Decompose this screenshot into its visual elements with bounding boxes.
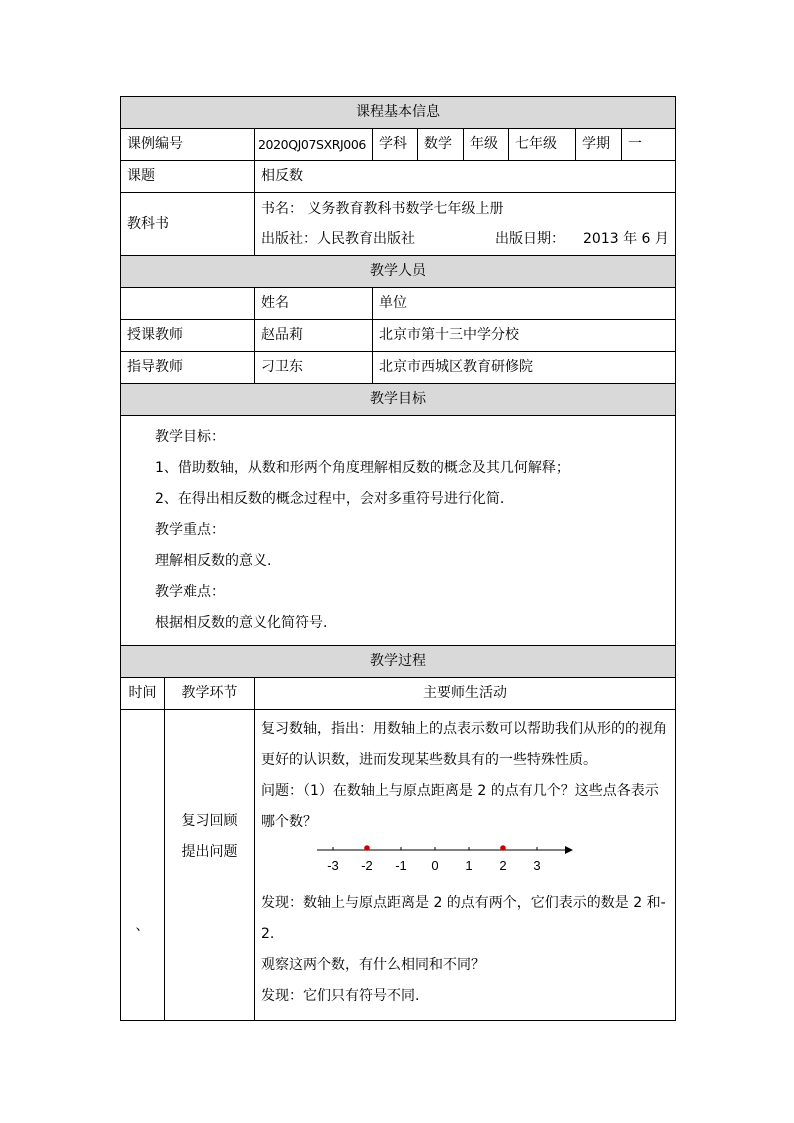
publisher: 出版社：人民教育出版社 <box>261 230 415 247</box>
activity-line: 发现：数轴上与原点距离是 2 的点有两个，它们表示的数是 2 和- <box>261 895 666 911</box>
goals-header: 教学目标 <box>121 384 676 416</box>
goals-line: 教学目标： <box>155 429 225 445</box>
number-line-tick-label: 1 <box>465 858 473 873</box>
number-line-tick-label: 3 <box>533 858 541 873</box>
number-line-tick-label: -3 <box>327 858 339 873</box>
number-line-arrow <box>565 846 573 854</box>
grade-value: 七年级 <box>509 129 576 161</box>
goals-line: 2、在得出相反数的概念过程中，会对多重符号进行化简. <box>155 491 505 507</box>
publisher-line <box>261 224 669 254</box>
activity-line: 复习数轴，指出：用数轴上的点表示数可以帮助我们从形的的视角 <box>261 721 667 737</box>
activity-line: 哪个数？ <box>261 814 317 830</box>
stage-line: 提出问题 <box>181 844 238 860</box>
topic-value: 相反数 <box>255 161 676 193</box>
stage-line: 复习回顾 <box>181 813 238 829</box>
staff-name: 赵品莉 <box>255 320 373 352</box>
activity-line: 发现：它们只有符号不同. <box>261 988 420 1004</box>
staff-header: 教学人员 <box>121 256 676 288</box>
number-line-tick-label: 0 <box>431 858 439 873</box>
goals-line: 根据相反数的意义化简符号. <box>155 615 328 631</box>
staff-unit-header: 单位 <box>373 288 676 320</box>
pub-date-label: 出版日期： <box>495 230 565 247</box>
staff-role: 授课教师 <box>121 320 255 352</box>
staff-unit: 北京市第十三中学分校 <box>373 320 676 352</box>
goals-line: 教学难点： <box>155 584 225 600</box>
activity-line: 问题：（1）在数轴上与原点距离是 2 的点有几个？这些点各表示 <box>261 783 659 799</box>
goals-line: 教学重点： <box>155 522 225 538</box>
activity-line: 更好的认识数，进而发现某些数具有的一些特殊性质。 <box>261 752 597 768</box>
case-id-label: 课例编号 <box>121 129 255 161</box>
goals-content <box>121 416 676 646</box>
number-line-tick-label: -2 <box>361 858 373 873</box>
col-time-header: 时间 <box>121 678 165 710</box>
number-line-point <box>364 845 370 851</box>
activity-line: 观察这两个数，有什么相同和不同？ <box>261 957 485 973</box>
subject-value: 数学 <box>418 129 464 161</box>
goals-line: 理解相反数的意义. <box>155 553 272 569</box>
activity-line: 2. <box>261 926 275 942</box>
subject-label: 学科 <box>373 129 418 161</box>
case-id-value: 2020QJ07SXRJ006 <box>255 129 373 161</box>
col-activity-header: 主要师生活动 <box>255 678 676 710</box>
term-label: 学期 <box>576 129 622 161</box>
staff-unit: 北京市西城区教育研修院 <box>373 352 676 384</box>
time-cell: 、 <box>121 710 165 1021</box>
number-line-diagram <box>317 842 577 876</box>
textbook-label: 教科书 <box>121 193 255 256</box>
goals-line: 1、借助数轴，从数和形两个角度理解相反数的概念及其几何解释； <box>155 460 570 476</box>
pub-date-value: 2013 年 6 月 <box>583 230 669 247</box>
activity-cell <box>255 710 676 1021</box>
staff-role-header-empty <box>121 288 255 320</box>
staff-name: 刁卫东 <box>255 352 373 384</box>
staff-role: 指导教师 <box>121 352 255 384</box>
stage-cell <box>165 710 255 1021</box>
book-name: 书名： 义务教育教科书数学七年级上册 <box>261 200 504 217</box>
grade-label: 年级 <box>464 129 509 161</box>
term-value: 一 <box>622 129 676 161</box>
process-header: 教学过程 <box>121 646 676 678</box>
textbook-info <box>255 193 676 256</box>
number-line-tick-label: 2 <box>499 858 507 873</box>
topic-label: 课题 <box>121 161 255 193</box>
number-line-tick-label: -1 <box>395 858 407 873</box>
number-line-point <box>500 845 506 851</box>
staff-name-header: 姓名 <box>255 288 373 320</box>
basic-info-header: 课程基本信息 <box>121 97 676 129</box>
lesson-plan-table <box>120 96 676 1021</box>
col-stage-header: 教学环节 <box>165 678 255 710</box>
